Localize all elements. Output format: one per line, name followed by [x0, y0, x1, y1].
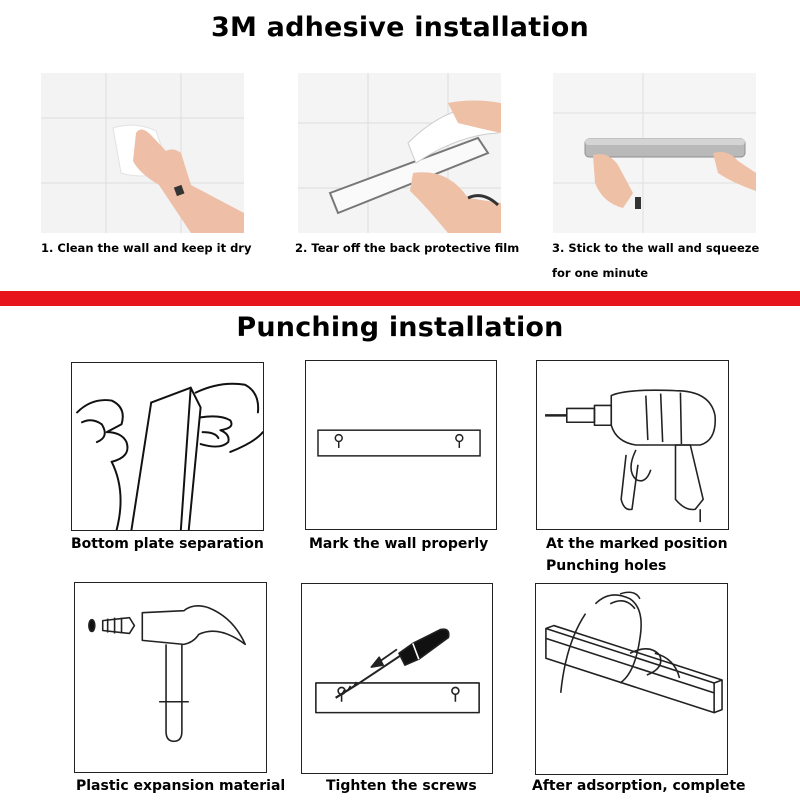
adsorption-illustration	[535, 583, 728, 775]
stick-wall-photo	[553, 73, 756, 233]
step-clean-wall-caption: 1. Clean the wall and keep it dry	[41, 241, 252, 255]
step-mark-wall-caption: Mark the wall properly	[309, 536, 489, 552]
section-divider	[0, 291, 800, 306]
step-stick-wall-caption-line1: 3. Stick to the wall and squeeze	[552, 241, 760, 255]
step-punching-holes-caption-line2: Punching holes	[546, 558, 667, 574]
step-tear-film-caption: 2. Tear off the back protective film	[295, 241, 520, 255]
tear-film-photo	[298, 73, 501, 233]
bottom-plate-separation-illustration	[71, 362, 264, 531]
step-punching-holes-caption-line1: At the marked position	[546, 536, 728, 552]
step-stick-wall-caption-line2: for one minute	[552, 266, 649, 280]
hammer-illustration	[74, 582, 267, 773]
step-expansion-caption: Plastic expansion material	[76, 778, 286, 794]
step-tighten-screws-caption: Tighten the screws	[326, 778, 477, 794]
punching-installation-title: Punching installation	[236, 312, 564, 343]
step-complete-caption: After adsorption, complete	[532, 778, 746, 794]
screwdriver-illustration	[301, 583, 493, 774]
clean-wall-photo	[41, 73, 244, 233]
mark-wall-illustration	[305, 360, 497, 530]
adhesive-installation-title: 3M adhesive installation	[211, 12, 589, 43]
drill-illustration	[536, 360, 729, 530]
step-bottom-plate-caption: Bottom plate separation	[71, 536, 264, 552]
